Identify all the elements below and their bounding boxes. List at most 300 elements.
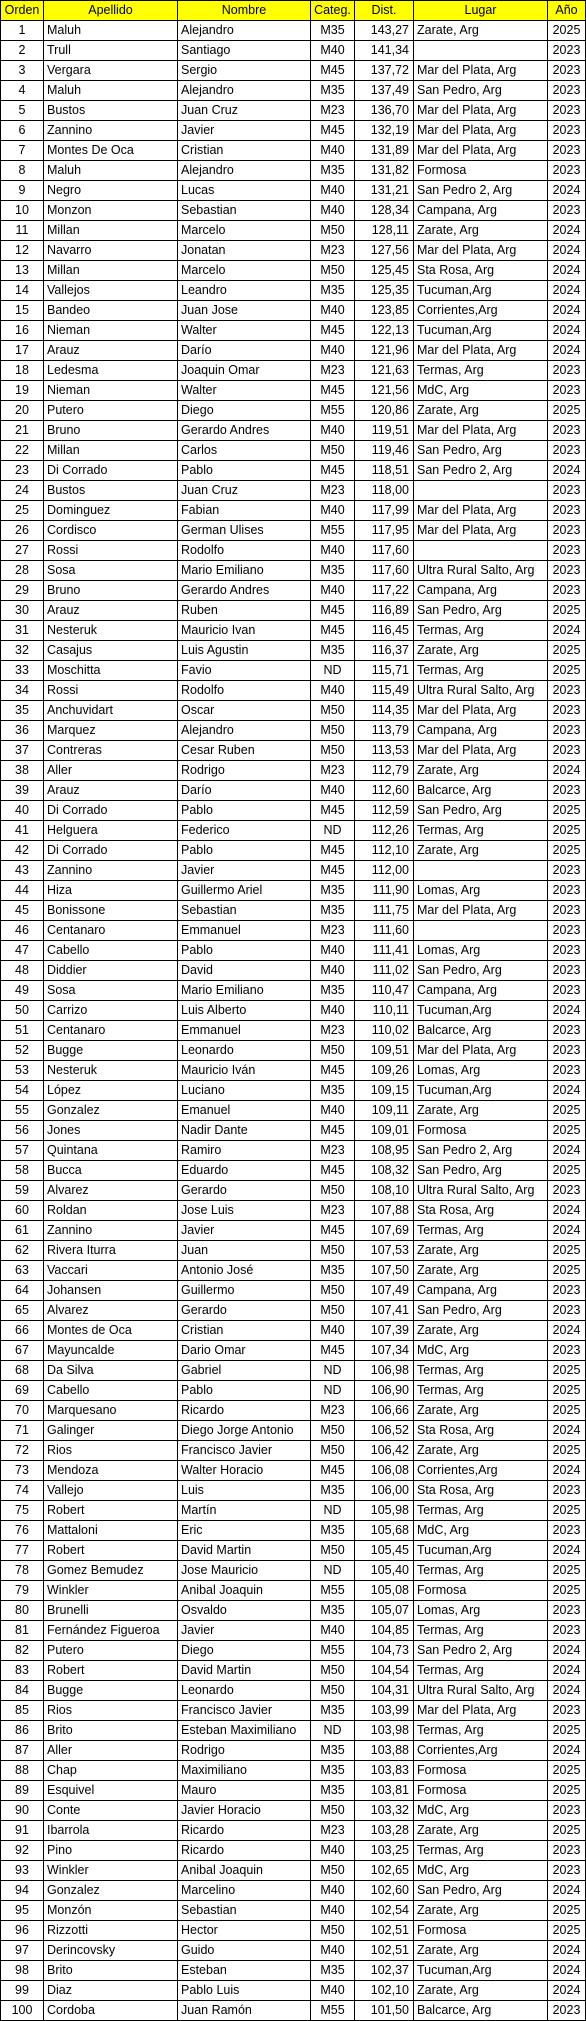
distancia-cell: 116,37 [355, 641, 414, 661]
table-row [1, 761, 586, 781]
categoria-cell: M50 [311, 741, 355, 761]
lugar-cell: Mar del Plata, Arg [414, 341, 548, 361]
table-row [1, 901, 586, 921]
lugar-cell: Zarate, Arg [414, 841, 548, 861]
table-row [1, 581, 586, 601]
nombre-cell: David [178, 961, 311, 981]
header-distancia: Dist. [355, 1, 414, 21]
anio-cell: 2024 [548, 1421, 586, 1441]
anio-cell: 2025 [548, 801, 586, 821]
categoria-cell: M40 [311, 41, 355, 61]
categoria-cell: M45 [311, 801, 355, 821]
anio-cell: 2024 [548, 761, 586, 781]
apellido-cell: Nieman [44, 381, 178, 401]
anio-cell: 2025 [548, 1901, 586, 1921]
apellido-cell: Zannino [44, 121, 178, 141]
table-row [1, 481, 586, 501]
anio-cell: 2024 [548, 1961, 586, 1981]
table-row [1, 1661, 586, 1681]
distancia-cell: 121,96 [355, 341, 414, 361]
anio-cell: 2023 [548, 381, 586, 401]
distancia-cell: 103,88 [355, 1741, 414, 1761]
nombre-cell: Ruben [178, 601, 311, 621]
orden-cell: 64 [1, 1281, 44, 1301]
anio-cell: 2024 [548, 281, 586, 301]
table-body [1, 21, 586, 2021]
apellido-cell: Bustos [44, 481, 178, 501]
apellido-cell: Cordisco [44, 521, 178, 541]
nombre-cell: Gabriel [178, 1361, 311, 1381]
categoria-cell: M50 [311, 1921, 355, 1941]
lugar-cell [414, 861, 548, 881]
nombre-cell: Esteban [178, 1961, 311, 1981]
table-row [1, 741, 586, 761]
categoria-cell: M40 [311, 201, 355, 221]
orden-cell: 53 [1, 1061, 44, 1081]
anio-cell: 2024 [548, 1641, 586, 1661]
categoria-cell: M40 [311, 681, 355, 701]
nombre-cell: Sergio [178, 61, 311, 81]
lugar-cell: San Pedro, Arg [414, 441, 548, 461]
anio-cell: 2024 [548, 241, 586, 261]
table-row [1, 1941, 586, 1961]
apellido-cell: Navarro [44, 241, 178, 261]
nombre-cell: Francisco Javier [178, 1701, 311, 1721]
categoria-cell: M45 [311, 121, 355, 141]
distancia-cell: 105,08 [355, 1581, 414, 1601]
apellido-cell: Gonzalez [44, 1101, 178, 1121]
nombre-cell: Diego [178, 1641, 311, 1661]
apellido-cell: Gonzalez [44, 1881, 178, 1901]
lugar-cell: Tucuman,Arg [414, 1541, 548, 1561]
lugar-cell: Formosa [414, 161, 548, 181]
nombre-cell: Mauricio Ivan [178, 621, 311, 641]
distancia-cell: 117,22 [355, 581, 414, 601]
nombre-cell: Ramiro [178, 1141, 311, 1161]
lugar-cell: Campana, Arg [414, 581, 548, 601]
lugar-cell: Termas, Arg [414, 1361, 548, 1381]
table-row [1, 1301, 586, 1321]
nombre-cell: Lucas [178, 181, 311, 201]
categoria-cell: M35 [311, 1761, 355, 1781]
table-row [1, 121, 586, 141]
orden-cell: 91 [1, 1821, 44, 1841]
anio-cell: 2025 [548, 1761, 586, 1781]
distancia-cell: 107,50 [355, 1261, 414, 1281]
distancia-cell: 106,98 [355, 1361, 414, 1381]
apellido-cell: Zannino [44, 861, 178, 881]
table-row [1, 101, 586, 121]
distancia-cell: 116,89 [355, 601, 414, 621]
orden-cell: 17 [1, 341, 44, 361]
distancia-cell: 112,60 [355, 781, 414, 801]
orden-cell: 16 [1, 321, 44, 341]
lugar-cell [414, 41, 548, 61]
apellido-cell: Bugge [44, 1681, 178, 1701]
orden-cell: 56 [1, 1121, 44, 1141]
distancia-cell: 136,70 [355, 101, 414, 121]
orden-cell: 1 [1, 21, 44, 41]
table-row [1, 1221, 586, 1241]
distancia-cell: 121,56 [355, 381, 414, 401]
categoria-cell: M50 [311, 1441, 355, 1461]
lugar-cell: San Pedro, Arg [414, 1301, 548, 1321]
anio-cell: 2023 [548, 1481, 586, 1501]
orden-cell: 8 [1, 161, 44, 181]
lugar-cell: Campana, Arg [414, 201, 548, 221]
apellido-cell: Di Corrado [44, 841, 178, 861]
distancia-cell: 118,00 [355, 481, 414, 501]
table-row [1, 301, 586, 321]
table-row [1, 601, 586, 621]
distancia-cell: 128,34 [355, 201, 414, 221]
apellido-cell: Di Corrado [44, 461, 178, 481]
orden-cell: 38 [1, 761, 44, 781]
nombre-cell: Pablo [178, 841, 311, 861]
lugar-cell: Balcarce, Arg [414, 781, 548, 801]
anio-cell: 2023 [548, 541, 586, 561]
anio-cell: 2023 [548, 1301, 586, 1321]
orden-cell: 9 [1, 181, 44, 201]
apellido-cell: Mayuncalde [44, 1341, 178, 1361]
orden-cell: 42 [1, 841, 44, 861]
table-row [1, 1841, 586, 1861]
orden-cell: 36 [1, 721, 44, 741]
apellido-cell: Maluh [44, 161, 178, 181]
orden-cell: 66 [1, 1321, 44, 1341]
categoria-cell: M40 [311, 1901, 355, 1921]
apellido-cell: Cabello [44, 1381, 178, 1401]
categoria-cell: M45 [311, 1221, 355, 1241]
apellido-cell: Bruno [44, 581, 178, 601]
apellido-cell: Bustos [44, 101, 178, 121]
lugar-cell: Zarate, Arg [414, 1441, 548, 1461]
categoria-cell: M50 [311, 1421, 355, 1441]
orden-cell: 13 [1, 261, 44, 281]
anio-cell: 2023 [548, 81, 586, 101]
categoria-cell: M23 [311, 241, 355, 261]
nombre-cell: Alejandro [178, 161, 311, 181]
categoria-cell: M40 [311, 301, 355, 321]
orden-cell: 27 [1, 541, 44, 561]
categoria-cell: M35 [311, 1701, 355, 1721]
anio-cell: 2023 [548, 1601, 586, 1621]
lugar-cell: Corrientes,Arg [414, 1741, 548, 1761]
table-row [1, 781, 586, 801]
apellido-cell: Chap [44, 1761, 178, 1781]
distancia-cell: 109,01 [355, 1121, 414, 1141]
anio-cell: 2024 [548, 1221, 586, 1241]
lugar-cell: MdC, Arg [414, 1521, 548, 1541]
nombre-cell: Gerardo Andres [178, 421, 311, 441]
orden-cell: 4 [1, 81, 44, 101]
categoria-cell: M50 [311, 1301, 355, 1321]
lugar-cell: Mar del Plata, Arg [414, 501, 548, 521]
distancia-cell: 107,41 [355, 1301, 414, 1321]
orden-cell: 20 [1, 401, 44, 421]
distancia-cell: 104,31 [355, 1681, 414, 1701]
lugar-cell: Zarate, Arg [414, 1401, 548, 1421]
orden-cell: 22 [1, 441, 44, 461]
anio-cell: 2025 [548, 1101, 586, 1121]
orden-cell: 26 [1, 521, 44, 541]
anio-cell: 2023 [548, 501, 586, 521]
table-row [1, 1701, 586, 1721]
lugar-cell: Corrientes,Arg [414, 1461, 548, 1481]
apellido-cell: Contreras [44, 741, 178, 761]
apellido-cell: Robert [44, 1661, 178, 1681]
apellido-cell: Fernández Figueroa [44, 1621, 178, 1641]
anio-cell: 2025 [548, 841, 586, 861]
distancia-cell: 117,99 [355, 501, 414, 521]
nombre-cell: Pablo [178, 801, 311, 821]
apellido-cell: Ledesma [44, 361, 178, 381]
apellido-cell: Nieman [44, 321, 178, 341]
nombre-cell: Luis Agustin [178, 641, 311, 661]
apellido-cell: Carrizo [44, 1001, 178, 1021]
table-row [1, 881, 586, 901]
categoria-cell: M45 [311, 1161, 355, 1181]
orden-cell: 83 [1, 1661, 44, 1681]
nombre-cell: Martín [178, 1501, 311, 1521]
lugar-cell: Termas, Arg [414, 821, 548, 841]
apellido-cell: Pino [44, 1841, 178, 1861]
anio-cell: 2023 [548, 441, 586, 461]
header-nombre: Nombre [178, 1, 311, 21]
orden-cell: 21 [1, 421, 44, 441]
categoria-cell: M45 [311, 601, 355, 621]
distancia-cell: 103,98 [355, 1721, 414, 1741]
categoria-cell: M55 [311, 1581, 355, 1601]
lugar-cell: Termas, Arg [414, 1841, 548, 1861]
distancia-cell: 112,59 [355, 801, 414, 821]
orden-cell: 63 [1, 1261, 44, 1281]
apellido-cell: Winkler [44, 1861, 178, 1881]
apellido-cell: Rizzotti [44, 1921, 178, 1941]
table-row [1, 1441, 586, 1461]
table-row [1, 841, 586, 861]
anio-cell: 2023 [548, 421, 586, 441]
orden-cell: 12 [1, 241, 44, 261]
distancia-cell: 102,51 [355, 1941, 414, 1961]
orden-cell: 45 [1, 901, 44, 921]
anio-cell: 2025 [548, 1781, 586, 1801]
anio-cell: 2023 [548, 901, 586, 921]
lugar-cell [414, 541, 548, 561]
table-row [1, 1201, 586, 1221]
distancia-cell: 103,99 [355, 1701, 414, 1721]
anio-cell: 2025 [548, 1721, 586, 1741]
orden-cell: 92 [1, 1841, 44, 1861]
apellido-cell: Vallejos [44, 281, 178, 301]
nombre-cell: Javier [178, 121, 311, 141]
lugar-cell: Sta Rosa, Arg [414, 1481, 548, 1501]
table-row [1, 281, 586, 301]
orden-cell: 6 [1, 121, 44, 141]
table-row [1, 1581, 586, 1601]
nombre-cell: Ricardo [178, 1841, 311, 1861]
orden-cell: 37 [1, 741, 44, 761]
apellido-cell: Centanaro [44, 921, 178, 941]
lugar-cell: San Pedro 2, Arg [414, 1641, 548, 1661]
distancia-cell: 107,34 [355, 1341, 414, 1361]
lugar-cell: Campana, Arg [414, 1281, 548, 1301]
lugar-cell: Termas, Arg [414, 1501, 548, 1521]
nombre-cell: Marcelino [178, 1881, 311, 1901]
nombre-cell: Pablo [178, 461, 311, 481]
distancia-cell: 110,02 [355, 1021, 414, 1041]
anio-cell: 2023 [548, 521, 586, 541]
distancia-cell: 131,21 [355, 181, 414, 201]
apellido-cell: Bonissone [44, 901, 178, 921]
orden-cell: 80 [1, 1601, 44, 1621]
nombre-cell: Guido [178, 1941, 311, 1961]
nombre-cell: Marcelo [178, 261, 311, 281]
lugar-cell: Zarate, Arg [414, 21, 548, 41]
orden-cell: 48 [1, 961, 44, 981]
categoria-cell: M35 [311, 161, 355, 181]
table-row [1, 921, 586, 941]
distancia-cell: 115,71 [355, 661, 414, 681]
table-row [1, 1801, 586, 1821]
anio-cell: 2023 [548, 1181, 586, 1201]
table-row [1, 821, 586, 841]
table-row [1, 1081, 586, 1101]
table-row [1, 1521, 586, 1541]
anio-cell: 2023 [548, 861, 586, 881]
orden-cell: 67 [1, 1341, 44, 1361]
categoria-cell: M23 [311, 921, 355, 941]
orden-cell: 95 [1, 1901, 44, 1921]
categoria-cell: M55 [311, 521, 355, 541]
distancia-cell: 106,08 [355, 1461, 414, 1481]
apellido-cell: Rossi [44, 681, 178, 701]
categoria-cell: M35 [311, 1081, 355, 1101]
nombre-cell: Marcelo [178, 221, 311, 241]
apellido-cell: Monzón [44, 1901, 178, 1921]
table-row [1, 521, 586, 541]
anio-cell: 2024 [548, 321, 586, 341]
anio-cell: 2023 [548, 881, 586, 901]
nombre-cell: Guillermo Ariel [178, 881, 311, 901]
apellido-cell: Diaz [44, 1981, 178, 2001]
categoria-cell: M40 [311, 1881, 355, 1901]
anio-cell: 2025 [548, 1381, 586, 1401]
categoria-cell: M55 [311, 401, 355, 421]
categoria-cell: ND [311, 821, 355, 841]
categoria-cell: M23 [311, 1201, 355, 1221]
orden-cell: 100 [1, 2001, 44, 2021]
categoria-cell: M23 [311, 361, 355, 381]
table-row [1, 1481, 586, 1501]
lugar-cell [414, 921, 548, 941]
distancia-cell: 104,73 [355, 1641, 414, 1661]
lugar-cell: Zarate, Arg [414, 401, 548, 421]
orden-cell: 46 [1, 921, 44, 941]
orden-cell: 15 [1, 301, 44, 321]
table-row [1, 1821, 586, 1841]
table-row [1, 321, 586, 341]
nombre-cell: Emmanuel [178, 921, 311, 941]
lugar-cell: MdC, Arg [414, 1861, 548, 1881]
apellido-cell: Arauz [44, 781, 178, 801]
nombre-cell: Ricardo [178, 1821, 311, 1841]
lugar-cell: MdC, Arg [414, 381, 548, 401]
apellido-cell: Gomez Bemudez [44, 1561, 178, 1581]
lugar-cell: Mar del Plata, Arg [414, 141, 548, 161]
categoria-cell: M45 [311, 841, 355, 861]
categoria-cell: M40 [311, 1981, 355, 2001]
distancia-cell: 103,25 [355, 1841, 414, 1861]
nombre-cell: Mauro [178, 1781, 311, 1801]
anio-cell: 2025 [548, 1501, 586, 1521]
categoria-cell: M40 [311, 781, 355, 801]
categoria-cell: M40 [311, 181, 355, 201]
lugar-cell: San Pedro 2, Arg [414, 461, 548, 481]
lugar-cell: Ultra Rural Salto, Arg [414, 1181, 548, 1201]
table-row [1, 1901, 586, 1921]
nombre-cell: Eduardo [178, 1161, 311, 1181]
nombre-cell: Alejandro [178, 721, 311, 741]
apellido-cell: Vergara [44, 61, 178, 81]
table-row [1, 1401, 586, 1421]
orden-cell: 84 [1, 1681, 44, 1701]
nombre-cell: David Martin [178, 1661, 311, 1681]
lugar-cell: Formosa [414, 1761, 548, 1781]
distancia-cell: 117,95 [355, 521, 414, 541]
apellido-cell: Dominguez [44, 501, 178, 521]
distancia-cell: 132,19 [355, 121, 414, 141]
distancia-cell: 128,11 [355, 221, 414, 241]
apellido-cell: Derincovsky [44, 1941, 178, 1961]
lugar-cell: Mar del Plata, Arg [414, 241, 548, 261]
distancia-cell: 106,00 [355, 1481, 414, 1501]
nombre-cell: Diego Jorge Antonio [178, 1421, 311, 1441]
categoria-cell: M50 [311, 261, 355, 281]
orden-cell: 40 [1, 801, 44, 821]
apellido-cell: Galinger [44, 1421, 178, 1441]
distancia-cell: 102,10 [355, 1981, 414, 2001]
table-row [1, 1241, 586, 1261]
apellido-cell: Conte [44, 1801, 178, 1821]
categoria-cell: M40 [311, 141, 355, 161]
anio-cell: 2023 [548, 921, 586, 941]
orden-cell: 52 [1, 1041, 44, 1061]
apellido-cell: Putero [44, 1641, 178, 1661]
categoria-cell: M35 [311, 1481, 355, 1501]
nombre-cell: Darío [178, 781, 311, 801]
nombre-cell: Hector [178, 1921, 311, 1941]
apellido-cell: Rios [44, 1701, 178, 1721]
nombre-cell: Walter [178, 321, 311, 341]
apellido-cell: Millan [44, 221, 178, 241]
lugar-cell: Sta Rosa, Arg [414, 1421, 548, 1441]
distancia-cell: 107,39 [355, 1321, 414, 1341]
apellido-cell: Bugge [44, 1041, 178, 1061]
apellido-cell: López [44, 1081, 178, 1101]
categoria-cell: M50 [311, 1861, 355, 1881]
lugar-cell: Mar del Plata, Arg [414, 741, 548, 761]
orden-cell: 11 [1, 221, 44, 241]
categoria-cell: M50 [311, 1041, 355, 1061]
categoria-cell: M50 [311, 1801, 355, 1821]
lugar-cell: Sta Rosa, Arg [414, 261, 548, 281]
categoria-cell: M35 [311, 881, 355, 901]
apellido-cell: Zannino [44, 1221, 178, 1241]
categoria-cell: M23 [311, 1821, 355, 1841]
categoria-cell: M45 [311, 1461, 355, 1481]
orden-cell: 73 [1, 1461, 44, 1481]
